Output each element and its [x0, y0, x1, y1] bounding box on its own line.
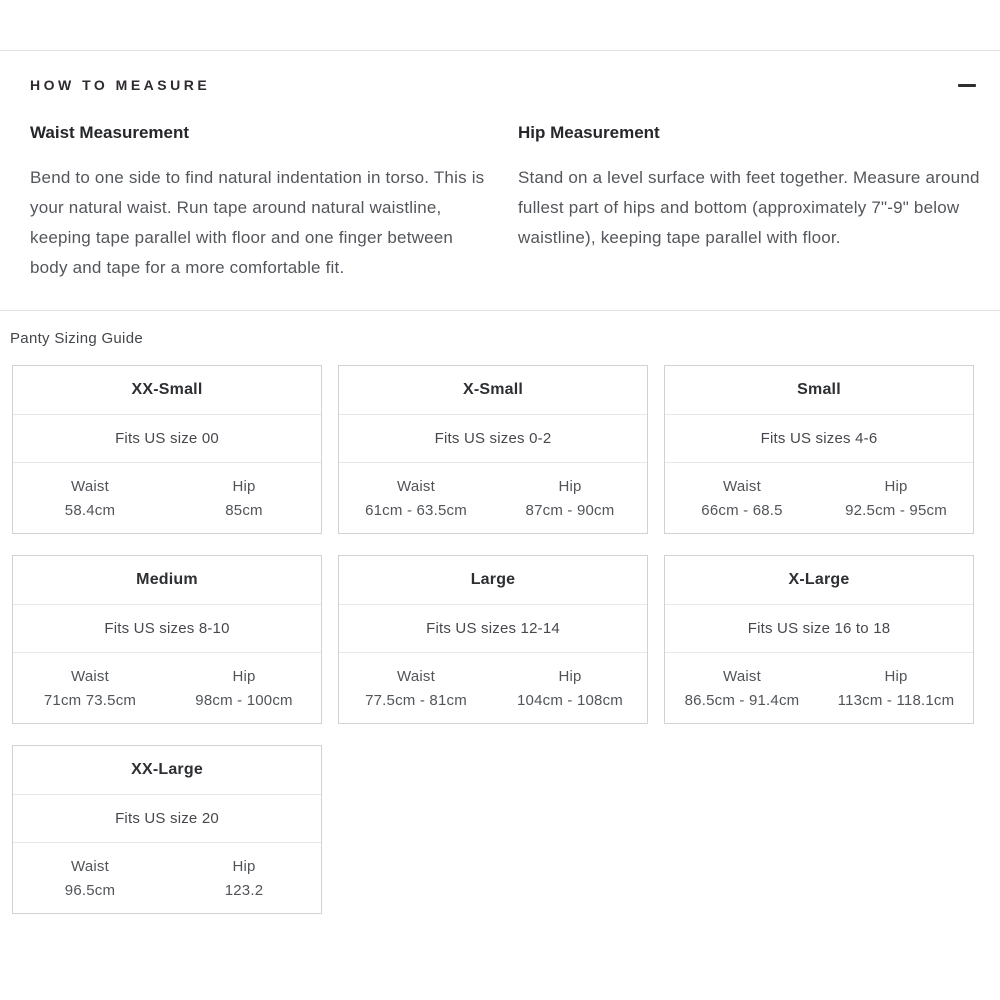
hip-column — [167, 858, 321, 913]
hip-column — [167, 668, 321, 723]
size-card-xx-large — [12, 745, 322, 914]
waist-column — [13, 668, 167, 723]
size-card-title: X-Large — [788, 571, 850, 588]
size-card-measurements — [13, 652, 321, 723]
waist-measurement-text: Bend to one side to find natural indentation in torso. This is your natural waist. Run tape around natural waistline, keeping tape parallel with floor and one finger between body and tape for a more comfortable fit. — [30, 168, 485, 277]
size-card-fits: Fits US size 20 — [13, 794, 321, 842]
size-card-small — [664, 365, 974, 534]
size-card-title: XX-Small — [131, 381, 203, 398]
waist-column — [13, 478, 167, 533]
size-card-title: Large — [470, 571, 516, 588]
size-card-large — [338, 555, 648, 724]
hip-column — [493, 668, 647, 723]
hip-value: 85cm — [225, 502, 263, 519]
waist-column — [339, 478, 493, 533]
size-card-fits: Fits US size 16 to 18 — [665, 604, 973, 652]
waist-label: Waist — [723, 668, 761, 685]
hip-label: Hip — [232, 858, 256, 875]
waist-value: 71cm 73.5cm — [43, 692, 137, 709]
size-card-measurements — [339, 462, 647, 533]
size-card-measurements — [665, 462, 973, 533]
size-cards-grid — [0, 365, 1000, 914]
size-card-measurements — [665, 652, 973, 723]
waist-label: Waist — [397, 668, 435, 685]
hip-value: 113cm - 118.1cm — [837, 692, 955, 709]
waist-measurement-column — [30, 123, 495, 283]
waist-value: 77.5cm - 81cm — [365, 692, 467, 709]
waist-value: 66cm - 68.5 — [701, 502, 783, 519]
size-card-title: Medium — [136, 571, 198, 588]
hip-value: 104cm - 108cm — [517, 692, 623, 709]
hip-value: 87cm - 90cm — [525, 502, 615, 519]
waist-label: Waist — [397, 478, 435, 495]
measurement-instructions — [0, 123, 1000, 283]
hip-column — [493, 478, 647, 533]
size-card-fits: Fits US sizes 4-6 — [665, 414, 973, 462]
waist-column — [339, 668, 493, 723]
size-card-measurements — [13, 842, 321, 913]
how-to-measure-accordion-header[interactable] — [0, 51, 1000, 93]
size-card-fits: Fits US sizes 0-2 — [339, 414, 647, 462]
hip-label: Hip — [884, 478, 908, 495]
waist-value: 58.4cm — [64, 502, 116, 519]
hip-label: Hip — [232, 668, 256, 685]
size-card-title: Small — [797, 381, 841, 398]
size-guide-page — [0, 50, 1000, 1000]
size-card-fits: Fits US size 00 — [13, 414, 321, 462]
waist-value: 61cm - 63.5cm — [365, 502, 467, 519]
waist-column — [665, 668, 819, 723]
hip-value: 123.2 — [224, 882, 264, 899]
size-card-title: XX-Large — [131, 761, 203, 778]
hip-value: 98cm - 100cm — [195, 692, 293, 709]
waist-label: Waist — [71, 668, 109, 685]
size-card-measurements — [13, 462, 321, 533]
hip-column — [167, 478, 321, 533]
how-to-measure-title: HOW TO MEASURE — [30, 77, 211, 93]
hip-measurement-column — [518, 123, 990, 283]
hip-label: Hip — [232, 478, 256, 495]
waist-label: Waist — [71, 858, 109, 875]
size-card-fits: Fits US sizes 8-10 — [13, 604, 321, 652]
collapse-minus-icon[interactable] — [958, 84, 976, 87]
waist-value: 86.5cm - 91.4cm — [684, 692, 800, 709]
size-card-x-small — [338, 365, 648, 534]
waist-label: Waist — [723, 478, 761, 495]
hip-label: Hip — [884, 668, 908, 685]
waist-value: 96.5cm — [64, 882, 116, 899]
hip-value: 92.5cm - 95cm — [845, 502, 947, 519]
waist-column — [665, 478, 819, 533]
hip-column — [819, 478, 973, 533]
waist-column — [13, 858, 167, 913]
section-divider — [0, 310, 1000, 311]
size-card-measurements — [339, 652, 647, 723]
size-card-title: X-Small — [462, 381, 524, 398]
waist-measurement-heading: Waist Measurement — [30, 123, 190, 142]
size-card-xx-small — [12, 365, 322, 534]
hip-label: Hip — [558, 668, 582, 685]
size-card-x-large — [664, 555, 974, 724]
hip-column — [819, 668, 973, 723]
hip-label: Hip — [558, 478, 582, 495]
size-card-medium — [12, 555, 322, 724]
size-card-fits: Fits US sizes 12-14 — [339, 604, 647, 652]
hip-measurement-heading: Hip Measurement — [518, 123, 660, 142]
panty-sizing-guide-label: Panty Sizing Guide — [10, 330, 143, 347]
hip-measurement-text: Stand on a level surface with feet together. Measure around fullest part of hips and bottom (approximately 7"-9" below waistline), keeping tape parallel with floor. — [518, 168, 980, 247]
waist-label: Waist — [71, 478, 109, 495]
